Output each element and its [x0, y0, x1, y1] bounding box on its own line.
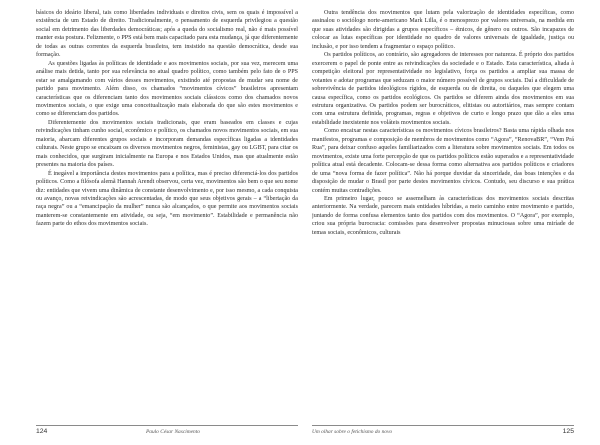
right-paragraph-2: Os partidos políticos, ao contrário, são agregadores de interesses por natureza. É próprio dos partidos exercerem o papel de ponte entre as reivindicações da sociedade e o Estado. Esta característica, aliada à competição eleitoral por representatividade no legislativo, força os partidos a ampliar sua massa de votantes e adotar programas que seduzam o maior número possível de grupos sociais. Daí a dificuldade de sobrevivência de partidos ideológicos rígidos, de esquerda ou de direita, ou daqueles que elegem uma causa específica, como os partidos ecológicos. Os partidos se diferem ainda dos movimentos em sua estrutura organizativa. Os partidos podem ser burocráticos, elitistas ou autoritários, mas sempre contam com uma estrutura definida, programas, regras e objetivos de curto e longo prazo que dão a eles uma estabilidade inexistente nos voláteis movimentos sociais.	[312, 52, 574, 126]
right-paragraph-3: Como encaixar nestas características os movimentos cívicos brasileiros? Basta uma rápida olhada nos manifestos, programas e composição de membros de movimentos como “Agora”, “RenovaBR”, “Vem Prá Rua”, para deixar confuso aqueles familiarizados com a literatura sobre movimentos sociais. Em todos os movimentos, existe uma forte percepção de que os partidos políticos estão superados e a representatividade política atual está decadente. Colocam-se dessa forma como alternativa aos partidos políticos e criadores de uma “nova forma de fazer política”. Não há porque duvidar da sinceridade, das boas intenções e da disposição de mudar o Brasil por parte destes movimentos cívicos. Contudo, seu discurso e sua prática contém muitas contradições.	[312, 128, 574, 194]
right-text-column	[312, 9, 574, 421]
right-footer	[312, 425, 574, 438]
right-page-number: 125	[562, 428, 574, 435]
left-paragraph-2: As questões ligadas às políticas de identidade e aos movimentos sociais, por sua vez, merecem uma análise mais detida, tanto por sua relevância no atual quadro político, como também pelo fato de o PPS estar se amalgamando com vários desses movimentos, existindo até propostas de mudar seu nome de partido para movimento. Além disso, os chamados “movimentos cívicos” brasileiros apresentam características que os diferenciam tanto dos movimentos sociais clássicos como dos chamados novos movimentos sociais, o que exige uma conceitualização mais elaborada do que são estes movimentos e como se diferenciam dos partidos.	[36, 60, 298, 118]
left-running-head: Paulo César Nascimento	[146, 429, 200, 435]
left-page-number: 124	[36, 428, 48, 435]
left-paragraph-4: É inegável a importância destes movimentos para a política, mas é preciso diferenciá-los dos partidos políticos. Como a filósofa alemã Hannah Arendt observou, certa vez, movimentos são bem o que seu nome diz: entidades que vivem uma dinâmica de constante desenvolvimento e, por isso mesmo, a cada conquista ou avanço, novas reivindicações são acrescentadas, de modo que seus objetivos gerais – a “libertação da raça negra” ou a “emancipação da mulher” nunca são alcançados, o que permite aos movimentos sociais manterem-se constantemente em atividade, ou seja, “em movimento”. Estabilidade e permanência não fazem parte do ethos dos movimentos sociais.	[36, 170, 298, 228]
left-page	[36, 9, 298, 445]
right-paragraph-1: Outra tendência dos movimentos que lutam pela valorização de identidades específicas, como assinalou o sociólogo norte-americano Mark Lilla, é o menosprezo por valores universais, na medida em que suas atividades são dirigidas a grupos específicos – étnicos, de gênero ou outros. São incapazes de colocar as lutas específicas por identidade no quadro de valores universais de igualdade, justiça ou inclusão, e por isso tendem a fragmentar o espaço político.	[312, 10, 574, 50]
left-paragraph-1: básicos do ideário liberal, tais como liberdades individuais e direitos civis, sem os quais é impossível a existência de um Estado de direito. Tradicionalmente, o pensamento de esquerda privilegiou a questão social em detrimento das liberdades democráticas; após a queda do socialismo real, não é mais possível manter esta postura. Felizmente, o PPS está bem mais capacitado para esta mudança, já que diferentemente de todas as outras correntes da esquerda brasileira, tem insistido na questão democrática, desde sua formação.	[36, 10, 298, 59]
right-paragraph-4: Em primeiro lugar, pouco se assemelham às características dos movimentos sociais descritas anteriormente. Na verdade, parecem mais entidades híbridas, a meio caminho entre movimento e partido, juntando de forma confusa elementos tanto dos partidos com dos movimentos. O “Agora”, por exemplo, criou sua própria burocracia: comissões para desenvolver propostas minuciosas sobre uma miríade de temas sociais, econômicos, culturais	[312, 195, 574, 236]
right-running-head: Um olhar sobre o fetichismo do novo	[312, 429, 393, 435]
left-text-column	[36, 9, 298, 421]
left-footer	[36, 425, 298, 438]
left-paragraph-3: Diferentemente dos movimentos sociais tradicionais, que eram baseados em classes e cujas reivindicações tinham cunho social, econômico e político, os chamados novos movimentos sociais, em sua maioria, abarcam diferentes grupos sociais e incorporam demandas específicas ligadas a identidades culturais. Neste grupo se encaixam os diversos movimentos negros, feministas, gay ou LGBT, para citar os mais conhecidos, que surgiram inicialmente na Europa e nos Estados Unidos, mas que atualmente estão presentes na maioria dos países.	[36, 119, 298, 169]
right-page	[312, 9, 574, 445]
